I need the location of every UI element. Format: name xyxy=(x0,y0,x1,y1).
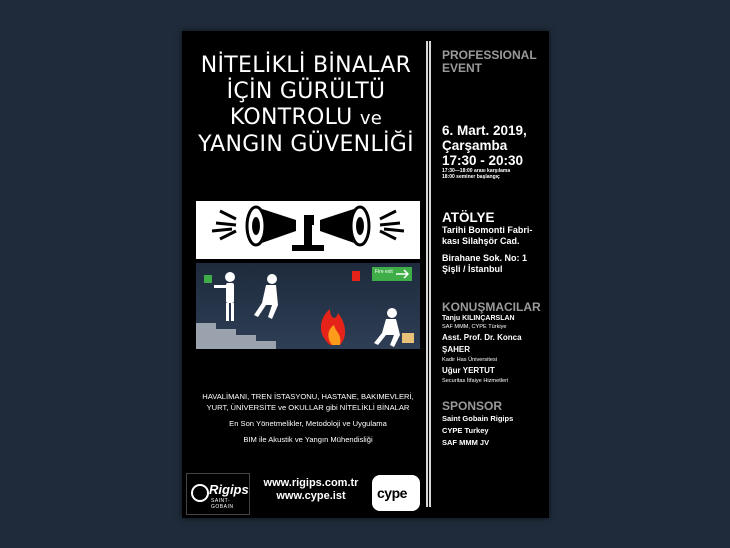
megaphone-icon xyxy=(212,207,404,251)
speakers-heading: KONUŞMACILAR xyxy=(442,300,541,314)
alarm-button-icon xyxy=(204,275,212,283)
sponsor-list: Saint Gobain Rigips CYPE Turkey SAF MMM JV xyxy=(442,414,514,447)
venue-heading: ATÖLYE xyxy=(442,210,495,225)
person-icon xyxy=(214,272,235,321)
alarm-bell-icon xyxy=(352,271,360,281)
speaker-list: Tanju KILINÇARSLAN SAF MMM, CYPE Türkiye Asst. Prof. Dr. Konca ŞAHER Kadir Has Üniversitesi Uğur YERTUT Securitas İtfaiye Hizmetleri xyxy=(442,315,522,384)
title-line-1: NİTELİKLİ BİNALAR xyxy=(200,53,412,78)
description xyxy=(190,391,426,450)
title-line-3: KONTROLU ve xyxy=(229,105,383,130)
title-line-4: YANGIN GÜVENLİĞİ xyxy=(198,132,414,157)
running-person-icon xyxy=(254,274,278,319)
rigips-logo: Rigips SAINT-GOBAIN xyxy=(186,473,250,515)
desc-line-1: HAVALİMANI, TREN İSTASYONU, HASTANE, BAKIMEVLERİ, xyxy=(202,392,414,401)
hero-illustration xyxy=(196,201,420,349)
fire-scene xyxy=(196,263,420,349)
fire-icon xyxy=(321,309,345,345)
desc-line-2: YURT, ÜNİVERSİTE ve OKULLAR gibi NİTELİKLİ BİNALAR xyxy=(206,403,410,412)
website-links xyxy=(256,477,366,503)
megaphone-band xyxy=(196,201,420,259)
cype-logo: cype xyxy=(372,475,420,511)
event-poster xyxy=(182,31,549,518)
venue-address: Tarihi Bomonti Fabri- kası Silahşör Cad. Birahane Sok. No: 1 Şişli / İstanbul xyxy=(442,225,533,274)
title-line-2: İÇİN GÜRÜLTÜ xyxy=(226,79,386,104)
event-details xyxy=(442,49,548,449)
desc-line-4: BIM ile Akustik ve Yangın Mühendisliği xyxy=(243,435,373,444)
poster-title xyxy=(192,53,420,158)
exit-sign-icon xyxy=(372,267,412,281)
svg-text:Fire exit: Fire exit xyxy=(375,269,393,275)
desc-line-3: En Son Yönetmelikler, Metodoloji ve Uygulama xyxy=(229,419,387,428)
running-person-icon xyxy=(374,308,400,347)
vertical-divider xyxy=(426,41,431,507)
schedule-notes: 17:30—18:00 arası karşılama 18:00 seminer başlangıç xyxy=(442,168,511,180)
box-icon xyxy=(402,333,414,343)
rigips-url[interactable]: www.rigips.com.tr xyxy=(263,477,359,489)
globe-icon xyxy=(191,484,209,502)
event-label: PROFESSIONAL EVENT xyxy=(442,48,537,75)
sponsor-heading: SPONSOR xyxy=(442,399,503,413)
cype-url[interactable]: www.cype.ist xyxy=(276,490,346,502)
event-date: 6. Mart. 2019, Çarşamba 17:30 - 20:30 xyxy=(442,123,527,168)
